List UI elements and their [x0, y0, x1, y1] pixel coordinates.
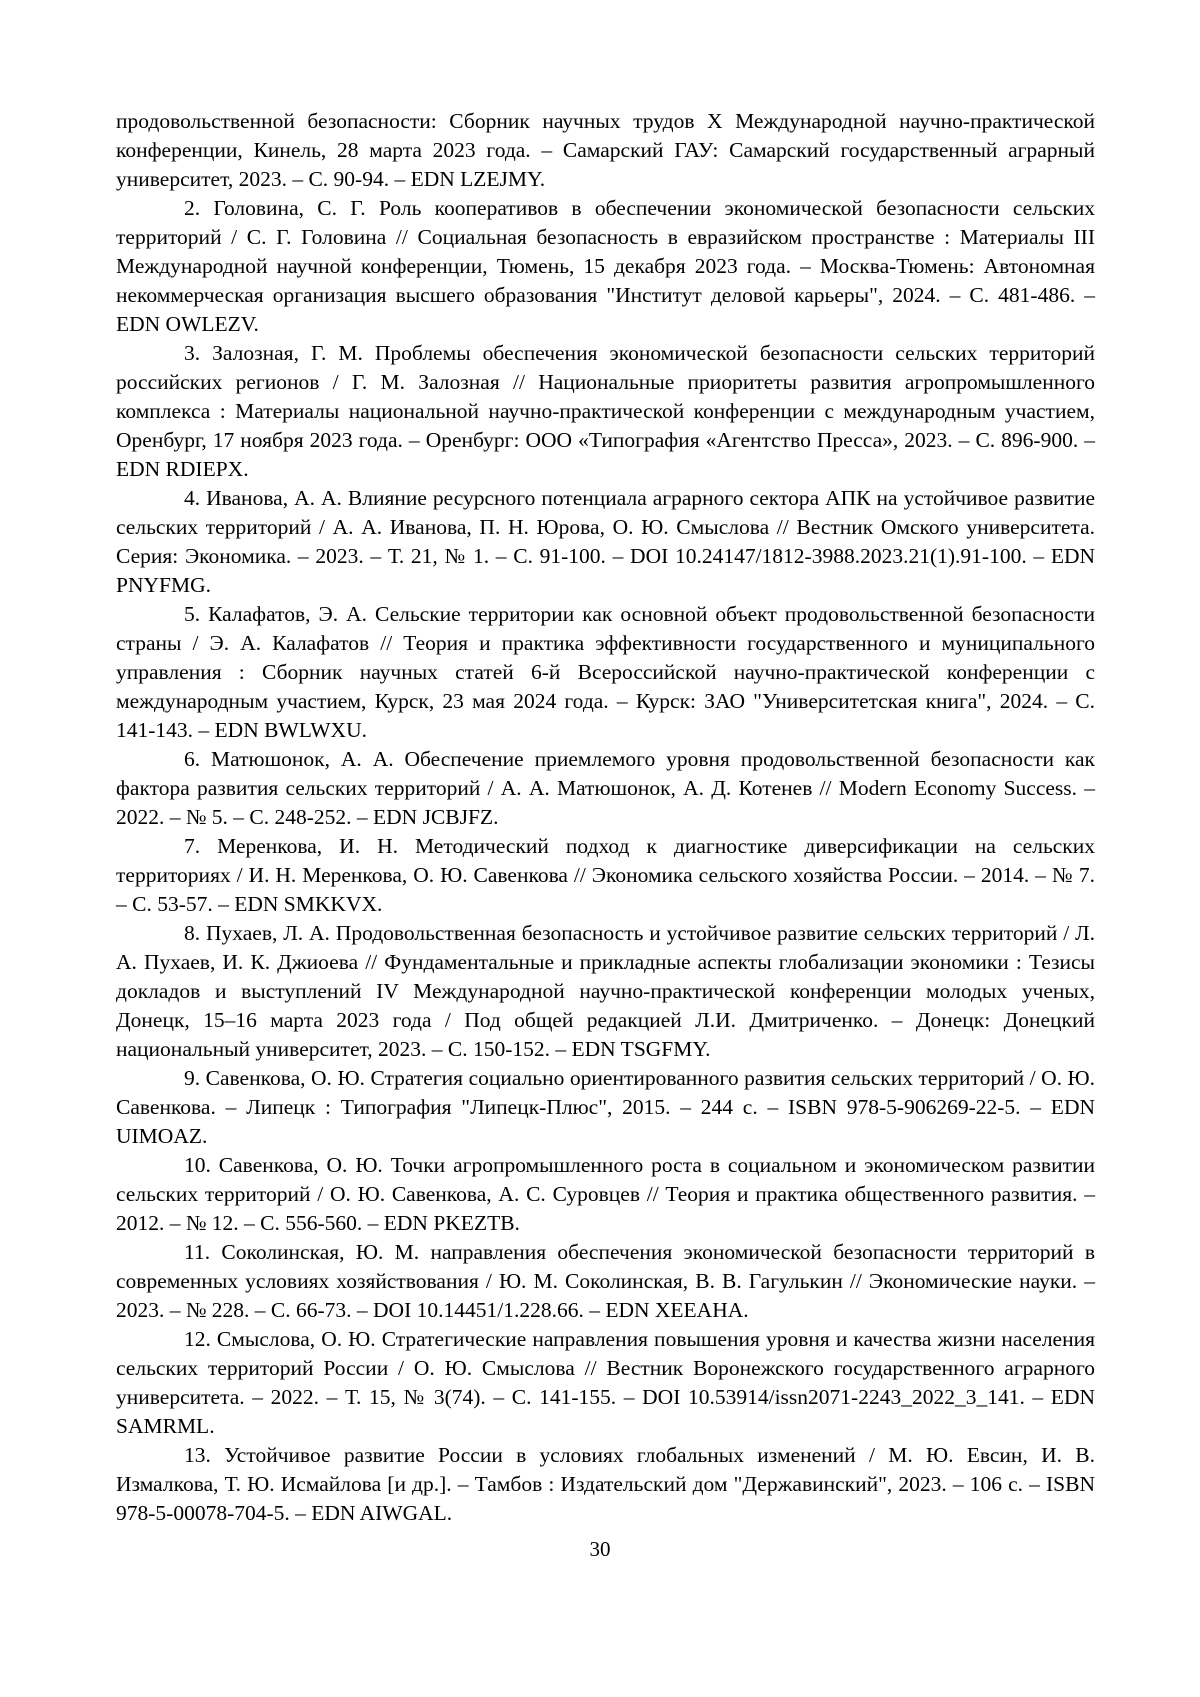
reference-item-13: 13. Устойчивое развитие России в условиях глобальных изменений / М. Ю. Евсин, И. В. Измалкова, Т. Ю. Исмайлова [и др.]. – Тамбов : Издательский дом "Державинский", 2023. – 106 с. – ISBN 978-5-00078-704-5. – EDN AIWGAL. — [116, 1441, 1095, 1528]
reference-item-11: 11. Соколинская, Ю. М. направления обеспечения экономической безопасности территорий в современных условиях хозяйствования / Ю. М. Соколинская, В. В. Гагулькин // Экономические науки. – 2023. – № 228. – С. 66-73. – DOI 10.14451/1.228.66. – EDN XEEAHA. — [116, 1238, 1095, 1325]
reference-item-continued: продовольственной безопасности: Сборник научных трудов X Международной научно-практической конференции, Кинель, 28 марта 2023 года. – Самарский ГАУ: Самарский государственный аграрный университет, 2023. – С. 90-94. – EDN LZEJMY. — [116, 107, 1095, 194]
page-number: 30 — [0, 1537, 1200, 1562]
reference-item-10: 10. Савенкова, О. Ю. Точки агропромышленного роста в социальном и экономическом развитии сельских территорий / О. Ю. Савенкова, А. С. Суровцев // Теория и практика общественного развития. – 2012. – № 12. – С. 556-560. – EDN PKEZTB. — [116, 1151, 1095, 1238]
reference-item-5: 5. Калафатов, Э. А. Сельские территории как основной объект продовольственной безопасности страны / Э. А. Калафатов // Теория и практика эффективности государственного и муниципального управления : Сборник научных статей 6-й Всероссийской научно-практической конференции с международным участием, Курск, 23 мая 2024 года. – Курск: ЗАО "Университетская книга", 2024. – С. 141-143. – EDN BWLWXU. — [116, 600, 1095, 745]
reference-item-8: 8. Пухаев, Л. А. Продовольственная безопасность и устойчивое развитие сельских территорий / Л. А. Пухаев, И. К. Джиоева // Фундаментальные и прикладные аспекты глобализации экономики : Тезисы докладов и выступлений IV Международной научно-практической конференции молодых ученых, Донецк, 15–16 марта 2023 года / Под общей редакцией Л.И. Дмитриченко. – Донецк: Донецкий национальный университет, 2023. – С. 150-152. – EDN TSGFMY. — [116, 919, 1095, 1064]
document-page — [116, 107, 1095, 1528]
reference-item-2: 2. Головина, С. Г. Роль кооперативов в обеспечении экономической безопасности сельских территорий / С. Г. Головина // Социальная безопасность в евразийском пространстве : Материалы III Международной научной конференции, Тюмень, 15 декабря 2023 года. – Москва-Тюмень: Автономная некоммерческая организация высшего образования "Институт деловой карьеры", 2024. – С. 481-486. – EDN OWLEZV. — [116, 194, 1095, 339]
reference-item-4: 4. Иванова, А. А. Влияние ресурсного потенциала аграрного сектора АПК на устойчивое развитие сельских территорий / А. А. Иванова, П. Н. Юрова, О. Ю. Смыслова // Вестник Омского университета. Серия: Экономика. – 2023. – Т. 21, № 1. – С. 91-100. – DOI 10.24147/1812-3988.2023.21(1).91-100. – EDN PNYFMG. — [116, 484, 1095, 600]
reference-item-7: 7. Меренкова, И. Н. Методический подход к диагностике диверсификации на сельских территориях / И. Н. Меренкова, О. Ю. Савенкова // Экономика сельского хозяйства России. – 2014. – № 7. – С. 53-57. – EDN SMKKVX. — [116, 832, 1095, 919]
reference-list — [116, 107, 1095, 1528]
reference-item-9: 9. Савенкова, О. Ю. Стратегия социально ориентированного развития сельских территорий / О. Ю. Савенкова. – Липецк : Типография "Липецк-Плюс", 2015. – 244 с. – ISBN 978-5-906269-22-5. – EDN UIMOAZ. — [116, 1064, 1095, 1151]
reference-item-6: 6. Матюшонок, А. А. Обеспечение приемлемого уровня продовольственной безопасности как фактора развития сельских территорий / А. А. Матюшонок, А. Д. Котенев // Modern Economy Success. – 2022. – № 5. – С. 248-252. – EDN JCBJFZ. — [116, 745, 1095, 832]
reference-item-12: 12. Смыслова, О. Ю. Стратегические направления повышения уровня и качества жизни населения сельских территорий России / О. Ю. Смыслова // Вестник Воронежского государственного аграрного университета. – 2022. – Т. 15, № 3(74). – С. 141-155. – DOI 10.53914/issn2071-2243_2022_3_141. – EDN SAMRML. — [116, 1325, 1095, 1441]
reference-item-3: 3. Залозная, Г. М. Проблемы обеспечения экономической безопасности сельских территорий российских регионов / Г. М. Залозная // Национальные приоритеты развития агропромышленного комплекса : Материалы национальной научно-практической конференции с международным участием, Оренбург, 17 ноября 2023 года. – Оренбург: ООО «Типография «Агентство Пресса», 2023. – С. 896-900. – EDN RDIEPX. — [116, 339, 1095, 484]
